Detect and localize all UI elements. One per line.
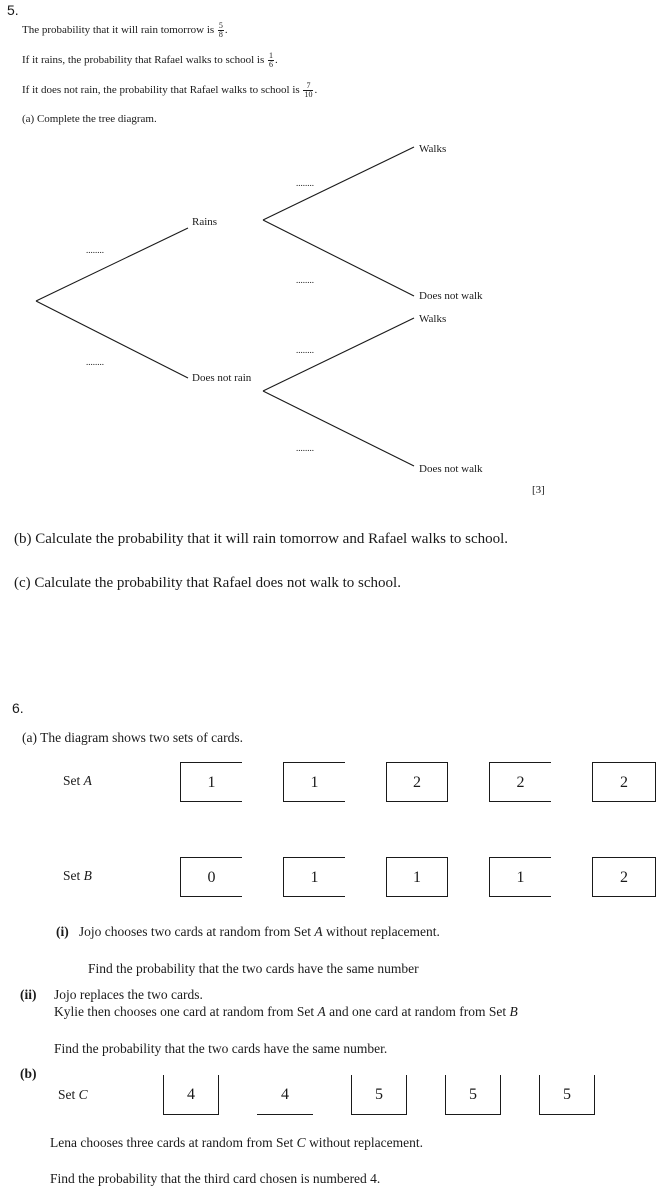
set-b-card-1: 0 bbox=[180, 857, 242, 897]
line-text: and one card at random from Set bbox=[329, 1004, 507, 1019]
period: . bbox=[224, 24, 228, 37]
set-a-label bbox=[63, 773, 92, 789]
set-b-card-5: 2 bbox=[592, 857, 656, 897]
q6-part-a: (a) The diagram shows two sets of cards. bbox=[22, 730, 243, 745]
branch-no-rain-does-not-walk bbox=[263, 391, 414, 466]
period: . bbox=[275, 54, 278, 67]
set-a-card-2: 1 bbox=[283, 762, 345, 802]
line-text: Lena chooses three cards at random from Set bbox=[50, 1135, 294, 1150]
branch-rains bbox=[36, 228, 188, 301]
part-text-end: without replacement. bbox=[325, 924, 440, 939]
fraction-numerator: 1 bbox=[269, 51, 274, 60]
set-word: Set bbox=[63, 868, 81, 883]
q6-part-ii-line2 bbox=[54, 1004, 518, 1020]
set-b-card-4: 1 bbox=[489, 857, 551, 897]
tree-label-does-not-walk-2: Does not walk bbox=[419, 463, 483, 475]
set-letter: C bbox=[296, 1135, 306, 1150]
branch-does-not-rain bbox=[36, 301, 188, 378]
set-word: Set bbox=[63, 773, 81, 788]
tree-label-rains: Rains bbox=[192, 216, 218, 228]
q5-statement-rain-text: The probability that it will rain tomorrow is bbox=[22, 24, 215, 37]
probability-blank-rains-does-not-walk[interactable]: ........ bbox=[296, 275, 314, 285]
set-c-card-4: 5 bbox=[445, 1075, 501, 1115]
q6-part-i bbox=[56, 924, 440, 940]
branch-rains-walks bbox=[263, 147, 414, 220]
probability-blank-no-rain-walks[interactable]: ........ bbox=[296, 345, 314, 355]
set-b-card-3: 1 bbox=[386, 857, 448, 897]
set-c-card-3: 5 bbox=[351, 1075, 407, 1115]
set-a-card-5: 2 bbox=[592, 762, 656, 802]
tree-diagram bbox=[0, 0, 666, 520]
set-letter: A bbox=[314, 924, 323, 939]
set-c-card-1: 4 bbox=[163, 1075, 219, 1115]
set-b-card-2: 1 bbox=[283, 857, 345, 897]
tree-label-walks-2: Walks bbox=[419, 313, 447, 325]
q5-statement-walk-if-rain-text: If it rains, the probability that Rafael walks to school is bbox=[22, 54, 265, 67]
set-b-label bbox=[63, 868, 92, 884]
set-letter: B bbox=[83, 868, 92, 883]
set-a-card-4: 2 bbox=[489, 762, 551, 802]
tree-label-does-not-walk-1: Does not walk bbox=[419, 290, 483, 302]
tree-label-does-not-rain: Does not rain bbox=[192, 372, 252, 384]
set-word: Set bbox=[58, 1087, 76, 1102]
probability-blank-rains[interactable]: ........ bbox=[86, 245, 104, 255]
q5-part-a: (a) Complete the tree diagram. bbox=[22, 113, 157, 125]
set-c-card-5: 5 bbox=[539, 1075, 595, 1115]
q5-statement-walk-if-no-rain-text: If it does not rain, the probability that Rafael walks to school is bbox=[22, 84, 300, 97]
q6-part-b-question: Find the probability that the third card chosen is numbered 4. bbox=[50, 1171, 381, 1186]
question-5-number: 5. bbox=[7, 2, 19, 18]
fraction-numerator: 5 bbox=[218, 21, 223, 30]
fraction-numerator: 7 bbox=[303, 82, 313, 91]
part-label: (i) bbox=[56, 924, 69, 939]
probability-blank-rains-walks[interactable]: ........ bbox=[296, 178, 314, 188]
period: . bbox=[314, 84, 318, 97]
q5-part-b: (b) Calculate the probability that it will rain tomorrow and Rafael walks to school. bbox=[14, 531, 509, 547]
q6-part-ii-label bbox=[20, 987, 37, 1003]
probability-blank-does-not-rain[interactable]: ........ bbox=[86, 357, 104, 367]
set-a-card-1: 1 bbox=[180, 762, 242, 802]
q6-part-ii-line1: Jojo replaces the two cards. bbox=[54, 987, 203, 1002]
set-letter: A bbox=[317, 1004, 326, 1019]
marks-allocation: [3] bbox=[532, 484, 545, 496]
line-text: Kylie then chooses one card at random from Set bbox=[54, 1004, 315, 1019]
fraction-denominator: 10 bbox=[304, 90, 313, 99]
set-letter: C bbox=[78, 1087, 88, 1102]
line-text: without replacement. bbox=[309, 1135, 424, 1150]
set-c-card-2: 4 bbox=[257, 1075, 313, 1115]
q6-part-b-label bbox=[20, 1066, 37, 1082]
question-6-number: 6. bbox=[12, 700, 24, 716]
branch-no-rain-walks bbox=[263, 318, 414, 391]
part-label: (b) bbox=[20, 1066, 37, 1081]
branch-rains-does-not-walk bbox=[263, 220, 414, 296]
set-c-label bbox=[58, 1087, 88, 1103]
q6-part-i-question: Find the probability that the two cards have the same number bbox=[88, 961, 419, 976]
part-label: (ii) bbox=[20, 987, 37, 1002]
part-text: Jojo chooses two cards at random from Set bbox=[78, 924, 311, 939]
fraction-denominator: 8 bbox=[218, 30, 223, 39]
tree-label-walks-1: Walks bbox=[419, 143, 447, 155]
fraction-denominator: 6 bbox=[269, 60, 274, 69]
probability-blank-no-rain-does-not-walk[interactable]: ........ bbox=[296, 443, 314, 453]
q6-part-b-line1 bbox=[50, 1135, 423, 1151]
q6-part-ii-question: Find the probability that the two cards have the same number. bbox=[54, 1041, 388, 1056]
set-a-card-3: 2 bbox=[386, 762, 448, 802]
set-letter: A bbox=[83, 773, 92, 788]
set-letter: B bbox=[509, 1004, 518, 1019]
q5-part-c: (c) Calculate the probability that Rafael does not walk to school. bbox=[14, 575, 401, 591]
